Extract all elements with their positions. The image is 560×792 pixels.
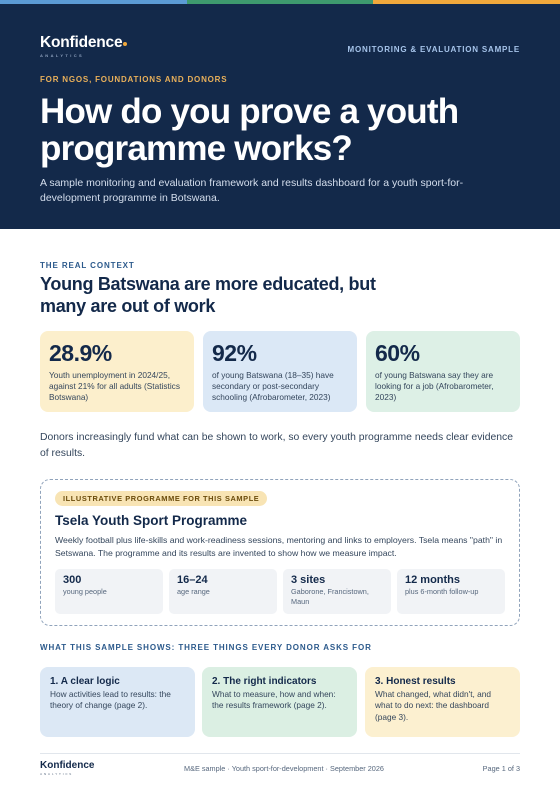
stat-card-unemployment: [40, 331, 194, 412]
footer-logo-subtitle: ANALYTICS: [40, 772, 74, 776]
context-paragraph: Donors increasingly fund what can be shown to work, so every youth programme needs clear evidence of results.: [40, 432, 514, 459]
logo-dot-icon: [123, 42, 127, 46]
stat-description: of young Batswana (18–35) have secondary or post-secondary schooling (Afrobarometer, 2023): [212, 370, 334, 402]
programme-fact-age: [169, 569, 277, 614]
stat-description: Youth unemployment in 2024/25, against 21% for all adults (Statistics Botswana): [49, 370, 180, 402]
card-text: What changed, what didn't, and what to do next: the dashboard (page 3).: [375, 689, 491, 722]
card-text: How activities lead to results: the theory of change (page 2).: [50, 689, 171, 711]
programme-fact-participants: [55, 569, 163, 614]
footer-logo: Konfidence: [40, 760, 95, 771]
stat-card-job-seeking: [366, 331, 520, 412]
fact-label: young people: [63, 587, 107, 596]
fact-label: age range: [177, 587, 210, 596]
brand-logo-text: Konfidence: [40, 34, 123, 51]
stat-value: 28.9%: [49, 340, 112, 366]
context-title: Young Batswana are more educated, but many are out of work: [40, 274, 376, 316]
fact-value: 12 months: [405, 574, 461, 586]
card-title: 2. The right indicators: [212, 676, 317, 687]
brand-logo-subtitle: ANALYTICS: [40, 53, 85, 58]
card-title: 1. A clear logic: [50, 676, 120, 687]
brand-logo: [40, 34, 127, 52]
programme-description: Weekly football plus life-skills and work-readiness sessions, mentoring and links to employers. Tsela means "path" in Setswana. The programme and its results are invented to show how we measure impact.: [55, 535, 503, 558]
fact-value: 16–24: [177, 574, 208, 586]
stat-value: 60%: [375, 340, 420, 366]
fact-label: plus 6-month follow-up: [405, 587, 479, 596]
hero-banner: [0, 4, 560, 229]
programme-fact-duration: [397, 569, 505, 614]
fact-value: 300: [63, 574, 82, 586]
fact-value: 3 sites: [291, 574, 326, 586]
sample-shows-eyebrow: WHAT THIS SAMPLE SHOWS: THREE THINGS EVERY DONOR ASKS FOR: [40, 643, 372, 652]
footer-document-info: M&E sample · Youth sport-for-development · September 2026: [184, 764, 384, 773]
fact-label: Gaborone, Francistown, Maun: [291, 587, 369, 606]
page-subtitle: A sample monitoring and evaluation framework and results dashboard for a youth sport-for-development programme in Botswana.: [40, 177, 464, 204]
footer-divider: [40, 753, 520, 754]
programme-fact-sites: [283, 569, 391, 614]
stat-value: 92%: [212, 340, 257, 366]
footer-page-number: Page 1 of 3: [482, 764, 520, 773]
stat-description: of young Batswana say they are looking for a job (Afrobarometer, 2023): [375, 370, 494, 402]
card-title: 3. Honest results: [375, 676, 456, 687]
programme-badge: ILLUSTRATIVE PROGRAMME FOR THIS SAMPLE: [55, 491, 267, 506]
card-clear-logic: [40, 667, 195, 737]
audience-eyebrow: FOR NGOS, FOUNDATIONS AND DONORS: [40, 75, 228, 84]
card-text: What to measure, how and when: the results framework (page 2).: [212, 689, 336, 711]
programme-panel: [40, 479, 520, 626]
context-eyebrow: THE REAL CONTEXT: [40, 261, 135, 270]
document-type-tag: MONITORING & EVALUATION SAMPLE: [347, 45, 520, 54]
card-right-indicators: [202, 667, 357, 737]
stat-card-schooling: [203, 331, 357, 412]
programme-title: Tsela Youth Sport Programme: [55, 513, 248, 528]
page-title: How do you prove a youth programme works?: [40, 92, 459, 168]
card-honest-results: [365, 667, 520, 737]
